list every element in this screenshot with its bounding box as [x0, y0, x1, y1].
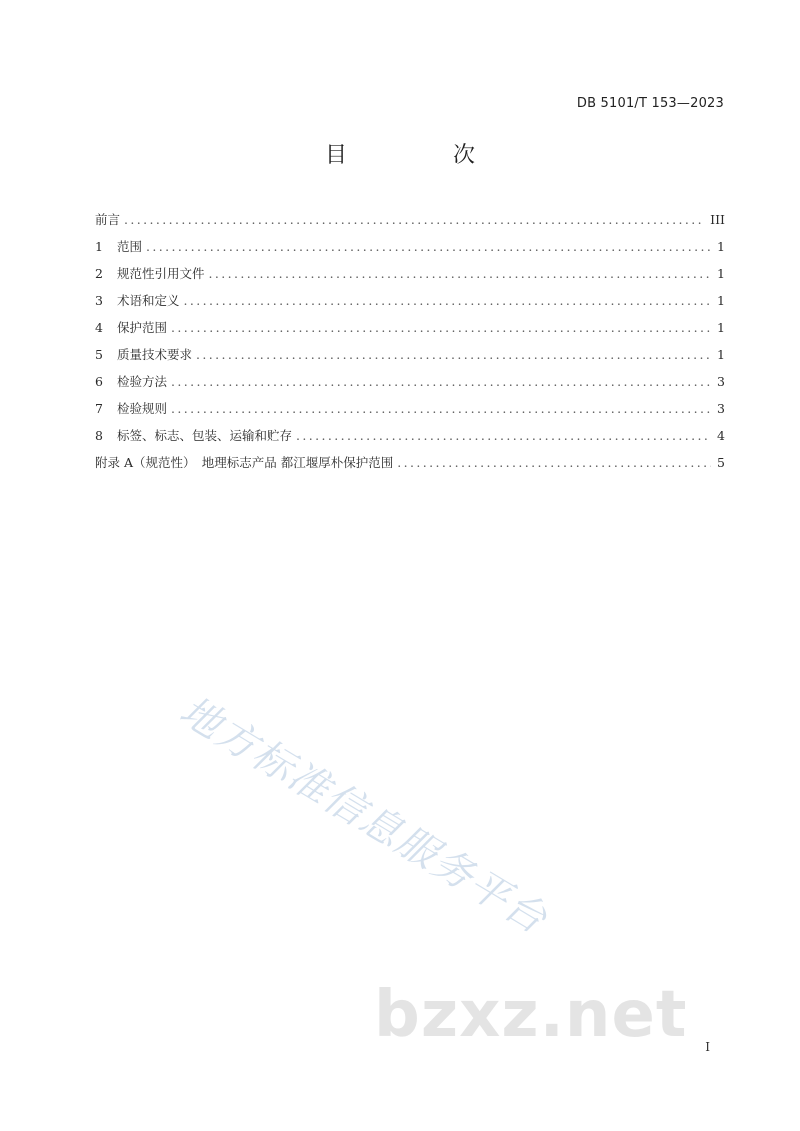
toc-entry-1[interactable] — [95, 237, 725, 264]
toc-entry-label: 前言 — [95, 212, 121, 227]
toc-entry-label — [95, 264, 209, 282]
toc-leader-dots — [184, 293, 712, 308]
watermark-platform-text: 地方标准信息服务平台 — [171, 687, 556, 944]
toc-entry-page: 1 — [717, 347, 725, 362]
toc-entry-number: 4 — [95, 320, 103, 335]
toc-leader-dots — [171, 374, 711, 389]
toc-entry-page: 1 — [717, 320, 725, 335]
toc-entry-text: 规范性引用文件 — [117, 266, 205, 281]
toc-entry-page: III — [710, 212, 725, 227]
toc-entry-6[interactable] — [95, 372, 725, 399]
toc-entry-label — [95, 291, 184, 309]
toc-entry-page: 5 — [717, 455, 725, 470]
toc-entry-page: 3 — [717, 401, 725, 416]
toc-entry-number: 1 — [95, 239, 103, 254]
toc-entry-7[interactable] — [95, 399, 725, 426]
table-of-contents — [95, 210, 725, 480]
toc-leader-dots — [171, 401, 711, 416]
toc-leader-dots — [209, 266, 712, 281]
toc-entry-number: 5 — [95, 347, 103, 362]
toc-entry-label — [95, 399, 171, 417]
toc-entry-4[interactable] — [95, 318, 725, 345]
toc-entry-number: 7 — [95, 401, 103, 416]
toc-entry-3[interactable] — [95, 291, 725, 318]
toc-leader-dots — [146, 239, 711, 254]
toc-leader-dots — [124, 212, 704, 227]
toc-entry-page: 4 — [717, 428, 725, 443]
toc-entry-number: 2 — [95, 266, 103, 281]
toc-entry-number: 6 — [95, 374, 103, 389]
toc-entry-text: 术语和定义 — [117, 293, 180, 308]
toc-entry-label — [95, 426, 296, 444]
toc-entry-text: 质量技术要求 — [117, 347, 193, 362]
toc-entry-5[interactable] — [95, 345, 725, 372]
toc-entry-label — [95, 345, 196, 363]
toc-entry-text: 检验方法 — [117, 374, 168, 389]
toc-entry-number: 3 — [95, 293, 103, 308]
document-code: DB 5101/T 153—2023 — [576, 96, 724, 111]
toc-entry-text: 检验规则 — [117, 401, 168, 416]
toc-entry-2[interactable] — [95, 264, 725, 291]
toc-entry-8[interactable] — [95, 426, 725, 453]
toc-entry-label: 附录 A（规范性） 地理标志产品 都江堰厚朴保护范围 — [95, 455, 394, 470]
toc-entry-label — [95, 237, 146, 255]
toc-entry-text: 范围 — [117, 239, 143, 254]
toc-entry-text: 保护范围 — [117, 320, 168, 335]
toc-entry-text: 标签、标志、包装、运输和贮存 — [117, 428, 293, 443]
toc-entry-label — [95, 318, 171, 336]
toc-entry-page: 1 — [717, 293, 725, 308]
toc-title: 目 次 — [324, 143, 517, 168]
toc-entry-number: 8 — [95, 428, 103, 443]
toc-entry-foreword[interactable] — [95, 210, 725, 237]
toc-leader-dots — [397, 455, 711, 470]
toc-entry-appendix-a[interactable] — [95, 453, 725, 480]
toc-leader-dots — [296, 428, 711, 443]
toc-entry-label — [95, 372, 171, 390]
watermark-site-text: bzxz.net — [374, 978, 688, 1052]
toc-entry-page: 1 — [717, 266, 725, 281]
toc-leader-dots — [171, 320, 711, 335]
toc-leader-dots — [196, 347, 711, 362]
toc-entry-page: 3 — [717, 374, 725, 389]
page-number: I — [705, 1040, 710, 1054]
toc-entry-page: 1 — [717, 239, 725, 254]
